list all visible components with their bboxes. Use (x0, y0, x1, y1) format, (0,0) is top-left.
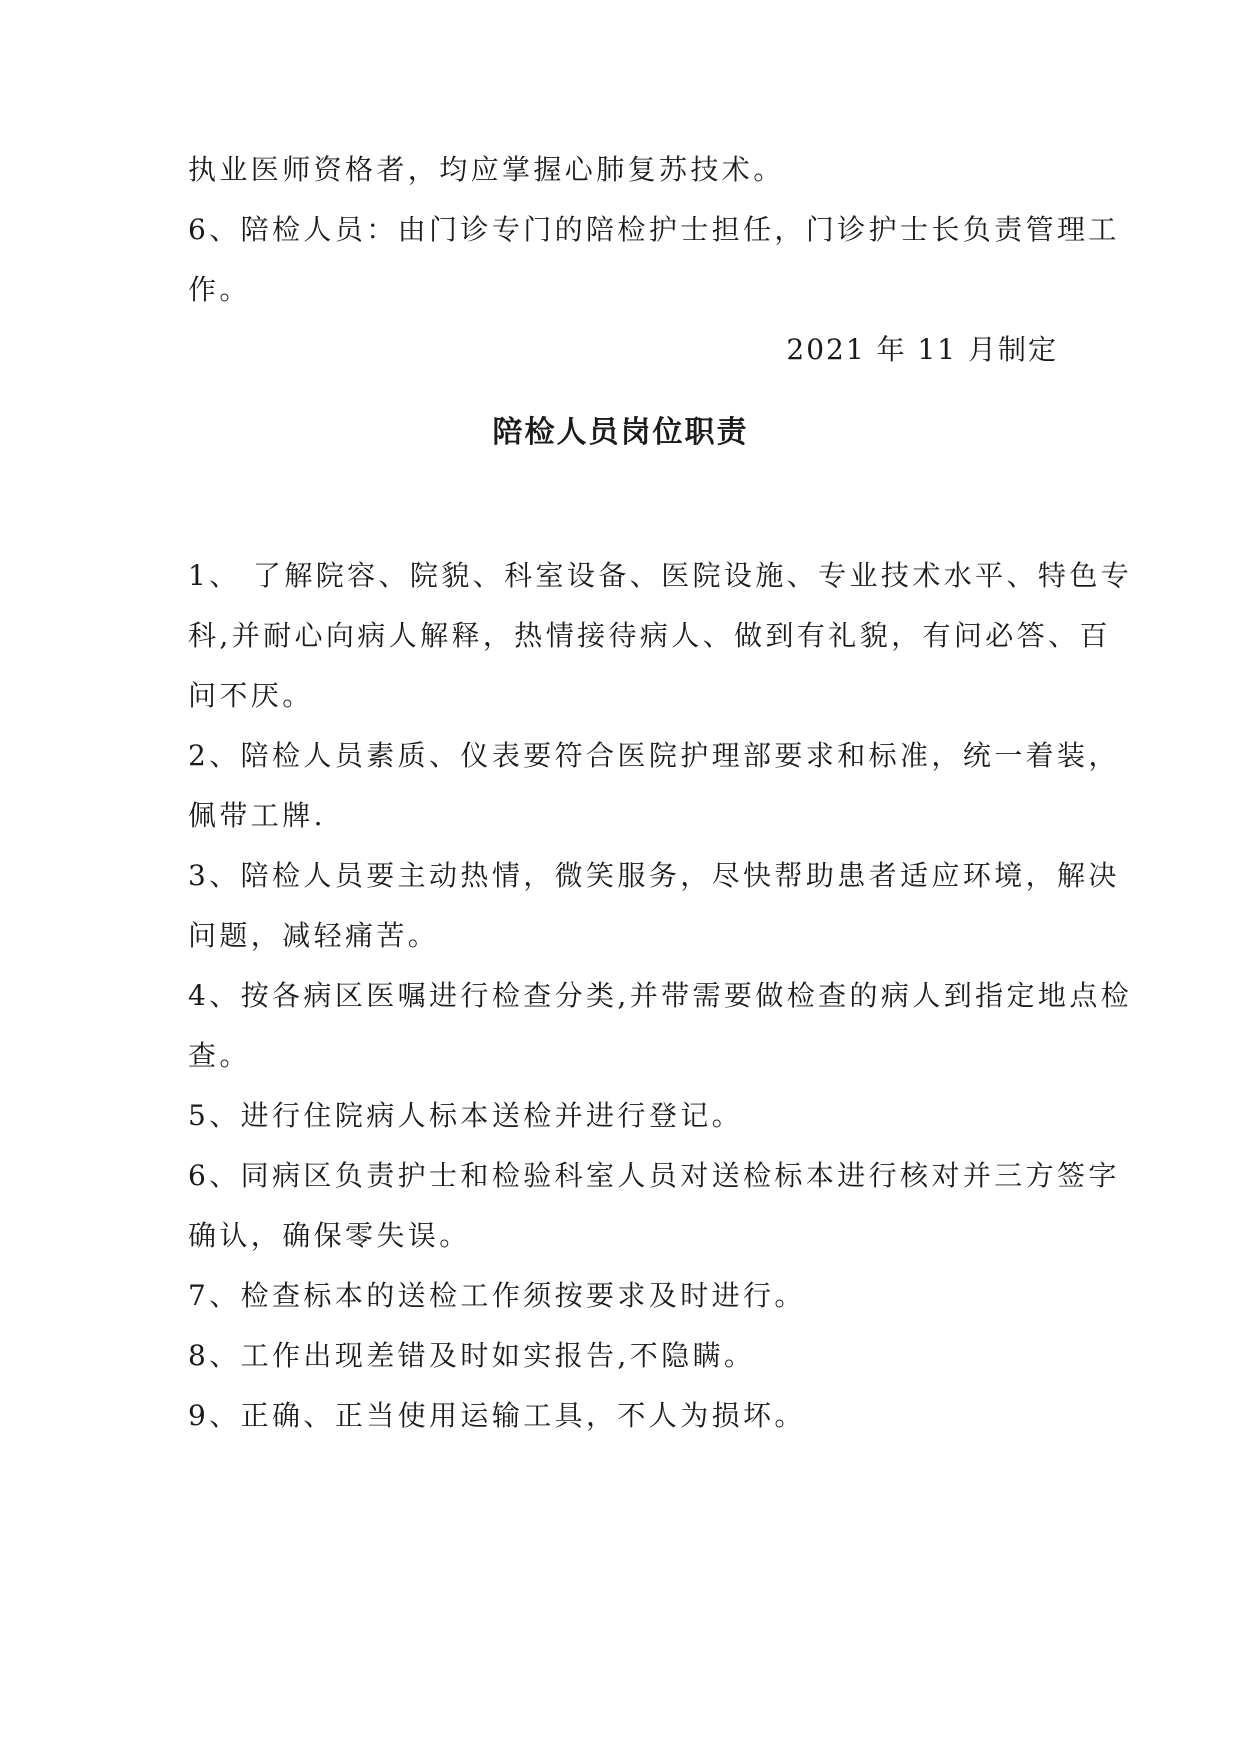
intro-line: 作。 (188, 273, 251, 306)
duty-line: 佩带工牌. (188, 799, 326, 832)
duty-line: 8、工作出现差错及时如实报告,不隐瞒。 (188, 1339, 756, 1372)
duty-line: 7、检查标本的送检工作须按要求及时进行。 (188, 1279, 806, 1312)
duty-line: 查。 (188, 1039, 251, 1072)
duty-line: 9、正确、正当使用运输工具，不人为损坏。 (188, 1399, 806, 1432)
duty-line: 1、 了解院容、院貌、科室设备、医院设施、专业技术水平、特色专 (188, 559, 1133, 592)
duty-line: 2、陪检人员素质、仪表要符合医院护理部要求和标准，统一着装， (188, 739, 1120, 772)
intro-line: 6、陪检人员：由门诊专门的陪检护士担任，门诊护士长负责管理工 (188, 213, 1120, 246)
intro-line: 执业医师资格者，均应掌握心肺复苏技术。 (188, 153, 785, 186)
section-title: 陪检人员岗位职责 (492, 415, 749, 450)
duty-line: 5、进行住院病人标本送检并进行登记。 (188, 1099, 744, 1132)
duty-line: 问不厌。 (188, 679, 314, 712)
duty-line: 问题，减轻痛苦。 (188, 919, 440, 952)
duty-line: 确认，确保零失误。 (188, 1219, 471, 1252)
duty-line: 3、陪检人员要主动热情，微笑服务，尽快帮助患者适应环境，解决 (188, 859, 1120, 892)
duty-line: 科,并耐心向病人解释，热情接待病人、做到有礼貌，有问必答、百 (188, 619, 1111, 652)
duty-line: 6、同病区负责护士和检验科室人员对送检标本进行核对并三方签字 (188, 1159, 1120, 1192)
date-note: 2021 年 11 月制定 (786, 333, 1058, 366)
duty-line: 4、按各病区医嘱进行检查分类,并带需要做检查的病人到指定地点检 (188, 979, 1133, 1012)
